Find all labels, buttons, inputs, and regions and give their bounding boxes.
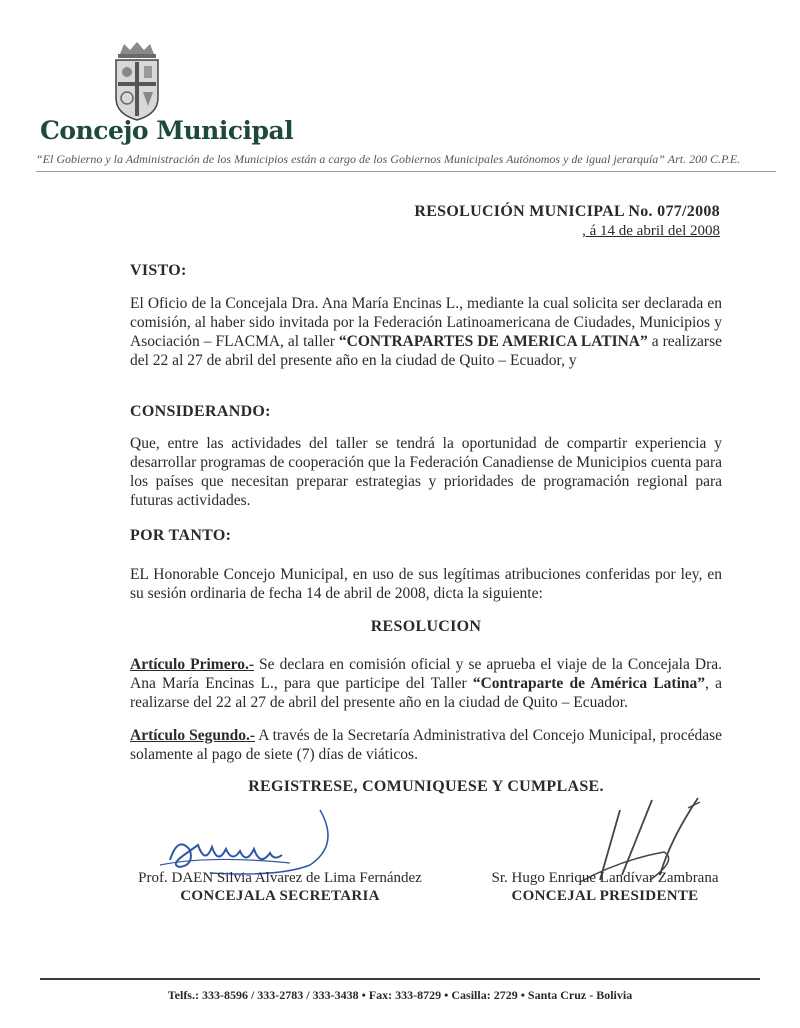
signatory-left-title: CONCEJALA SECRETARIA (180, 888, 380, 904)
visto-paragraph: El Oficio de la Concejala Dra. Ana María Encinas L., mediante la cual solicita ser declarada en comisión, al haber sido invitada por la Federación Latinoamericana de Ciudades, Municipios y Asociación – FLACMA, al taller “CONTRAPARTES DE AMERICA LATINA” a realizarse del 22 al 27 de abril del presente año en la ciudad de Quito – Ecuador, y (130, 295, 722, 369)
por-tanto-paragraph: EL Honorable Concejo Municipal, en uso de sus legítimas atribuciones conferidas por ley, en su sesión ordinaria de fecha 14 de abril de 2008, dicta la siguiente: (130, 566, 722, 602)
visto-heading: VISTO: (130, 262, 187, 279)
closing-statement: REGISTRESE, COMUNIQUESE Y CUMPLASE. (248, 778, 604, 795)
organization-name: Concejo Municipal (40, 116, 294, 145)
considerando-heading: CONSIDERANDO: (130, 403, 271, 420)
articulo-segundo: Artículo Segundo.- A través de la Secretaría Administrativa del Concejo Municipal, procédase solamente al pago de siete (7) días de viáticos. (130, 727, 723, 763)
resolucion-heading: RESOLUCION (370, 618, 482, 635)
signatory-right-name: Sr. Hugo Enrique Landívar Zambrana (491, 870, 719, 886)
signatory-right-title: CONCEJAL PRESIDENTE (511, 888, 699, 904)
coat-of-arms-icon (108, 40, 166, 122)
signatory-left-name: Prof. DAEN Silvia Alvarez de Lima Fernández (138, 870, 422, 886)
resolution-date: , á 14 de abril del 2008 (582, 223, 720, 239)
signature-left (120, 870, 440, 905)
articulo-primero: Artículo Primero.- Se declara en comisión oficial y se aprueba el viaje de la Concejala Dra. Ana María Encinas L., para que participe del Taller “Contraparte de América Latina”, a realizarse del 22 al 27 de abril del presente año en la ciudad de Quito – Ecuador. (130, 656, 723, 711)
por-tanto-heading: POR TANTO: (130, 527, 232, 544)
footer-contact: Telfs.: 333-8596 / 333-2783 / 333-3438 • Fax: 333-8729 • Casilla: 2729 • Santa Cruz - Bolivia (167, 988, 633, 1002)
motto: “El Gobierno y la Administración de los Municipios están a cargo de los Gobiernos Municipales Autónomos y de igual jerarquía” Art. 200 C.P.E. (36, 152, 741, 166)
resolution-number: RESOLUCIÓN MUNICIPAL No. 077/2008 (414, 203, 720, 220)
footer-divider (40, 978, 760, 980)
header-divider (36, 171, 776, 172)
signature-right (470, 870, 740, 905)
considerando-paragraph: Que, entre las actividades del taller se tendrá la oportunidad de compartir experiencia y desarrollar programas de cooperación que la Federación Canadiense de Municipios cuenta para los países que necesitan preparar estrategias y prioridades de programación regional para futuras actividades. (130, 435, 722, 509)
